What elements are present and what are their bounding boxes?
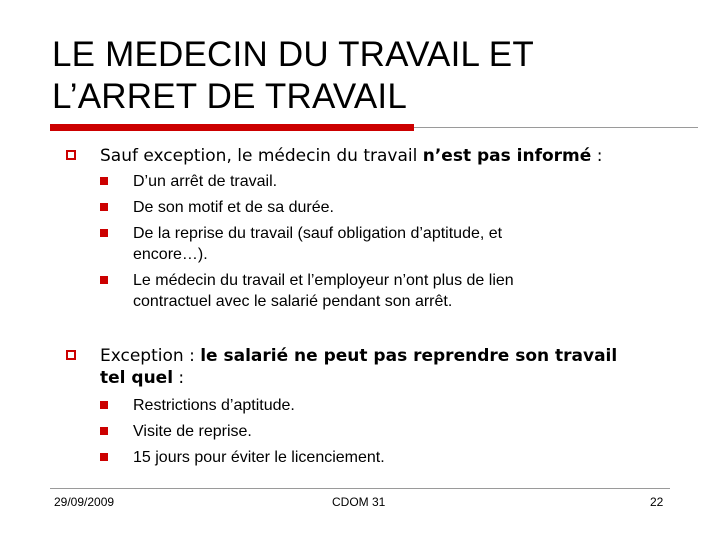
list-item: De la reprise du travail (sauf obligation d’aptitude, et — [133, 225, 503, 242]
square-bullet-icon — [100, 453, 108, 461]
square-bullet-icon — [100, 276, 108, 284]
page-number: 22 — [650, 495, 664, 509]
square-bullet-icon — [100, 177, 108, 185]
list-item-continuation: contractuel avec le salarié pendant son arrêt. — [133, 293, 453, 310]
section2-intro-line2 — [100, 367, 700, 389]
hollow-square-bullet-icon — [66, 150, 76, 160]
title-accent-bar — [50, 124, 414, 131]
section2-intro-end: : — [173, 368, 185, 388]
section2-intro-bold-2: tel quel — [100, 368, 174, 388]
footer-date: 29/09/2009 — [54, 495, 115, 509]
square-bullet-icon — [100, 229, 108, 237]
list-item: Le médecin du travail et l’employeur n’ont plus de lien — [133, 272, 514, 289]
section1-intro — [100, 145, 700, 167]
list-item: Visite de reprise. — [133, 423, 252, 440]
title-line-2: L’ARRET DE TRAVAIL — [52, 77, 408, 116]
footer-center: CDOM 31 — [332, 495, 386, 509]
list-item: 15 jours pour éviter le licenciement. — [133, 449, 385, 466]
hollow-square-bullet-icon — [66, 350, 76, 360]
section2-intro-bold: le salarié ne peut pas reprendre son travail — [200, 346, 618, 366]
footer-divider — [50, 488, 670, 489]
list-item: De son motif et de sa durée. — [133, 199, 334, 216]
slide-title — [52, 34, 692, 118]
square-bullet-icon — [100, 427, 108, 435]
square-bullet-icon — [100, 203, 108, 211]
section2-intro — [100, 345, 700, 367]
list-item: D’un arrêt de travail. — [133, 173, 278, 190]
section1-intro-text: Sauf exception, le médecin du travail — [100, 146, 423, 166]
section1-intro-bold: n’est pas informé — [422, 146, 592, 166]
list-item-continuation: encore…). — [133, 246, 208, 263]
list-item: Restrictions d’aptitude. — [133, 397, 295, 414]
section1-intro-end: : — [591, 146, 603, 166]
square-bullet-icon — [100, 401, 108, 409]
section2-intro-text: Exception : — [100, 346, 201, 366]
title-line-1: LE MEDECIN DU TRAVAIL ET — [52, 35, 534, 74]
